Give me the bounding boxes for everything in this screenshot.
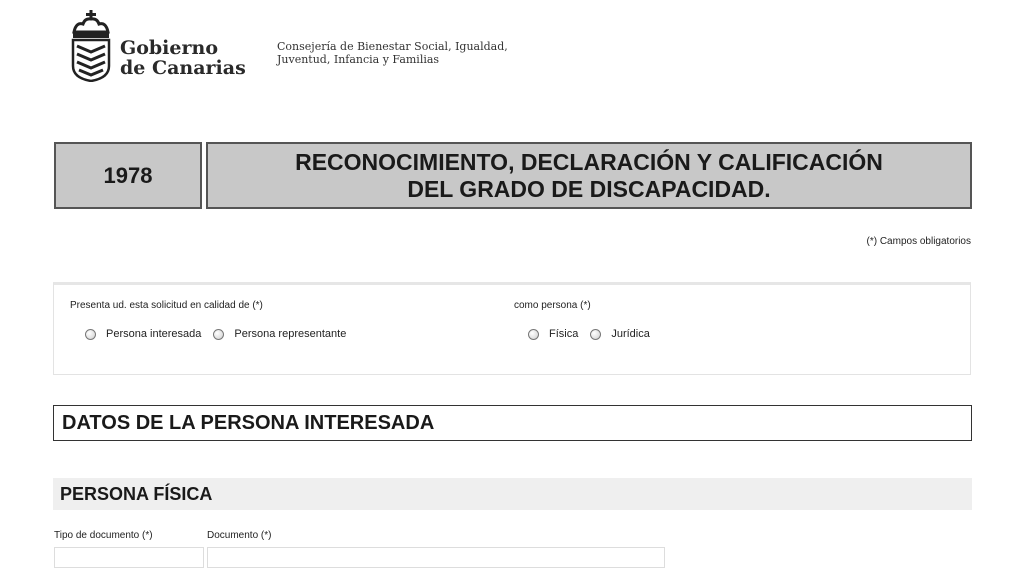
section-title: DATOS DE LA PERSONA INTERESADA — [53, 405, 972, 441]
document-label: Documento (*) — [207, 530, 272, 541]
procedure-code: 1978 — [54, 142, 202, 209]
radio-button-icon[interactable] — [590, 329, 601, 340]
radio-label: Jurídica — [611, 328, 650, 340]
dept-line-1: Consejería de Bienestar Social, Igualdad, — [277, 40, 508, 53]
applicant-type-radio-group — [85, 328, 358, 340]
radio-fisica[interactable] — [528, 328, 578, 340]
applicant-type-question: Presenta ud. esta solicitud en calidad de (*) — [70, 300, 263, 311]
dept-line-2: Juventud, Infancia y Familias — [277, 53, 440, 66]
department-name — [277, 40, 557, 66]
org-line-1: Gobierno — [120, 37, 218, 59]
form-title — [206, 142, 972, 209]
required-fields-note: (*) Campos obligatorios — [866, 236, 971, 247]
radio-label: Persona interesada — [106, 328, 202, 340]
radio-persona-interesada[interactable] — [85, 328, 201, 340]
radio-button-icon[interactable] — [213, 329, 224, 340]
doc-type-input[interactable] — [54, 547, 204, 568]
radio-label: Persona representante — [234, 328, 347, 340]
person-type-radio-group — [528, 328, 662, 340]
applicant-options-panel — [53, 282, 971, 375]
form-title-line-1: RECONOCIMIENTO, DECLARACIÓN Y CALIFICACIÓN — [295, 148, 883, 175]
person-type-question: como persona (*) — [514, 300, 591, 311]
government-name — [120, 38, 246, 78]
radio-label: Física — [549, 328, 579, 340]
radio-juridica[interactable] — [590, 328, 650, 340]
org-line-2: de Canarias — [120, 57, 246, 79]
government-logo — [68, 10, 548, 90]
document-input[interactable] — [207, 547, 665, 568]
radio-button-icon[interactable] — [528, 329, 539, 340]
radio-persona-representante[interactable] — [213, 328, 346, 340]
radio-button-icon[interactable] — [85, 329, 96, 340]
coat-of-arms-icon — [68, 10, 114, 82]
subsection-title: PERSONA FÍSICA — [53, 478, 972, 510]
doc-type-label: Tipo de documento (*) — [54, 530, 153, 541]
form-title-line-2: DEL GRADO DE DISCAPACIDAD. — [407, 175, 771, 202]
